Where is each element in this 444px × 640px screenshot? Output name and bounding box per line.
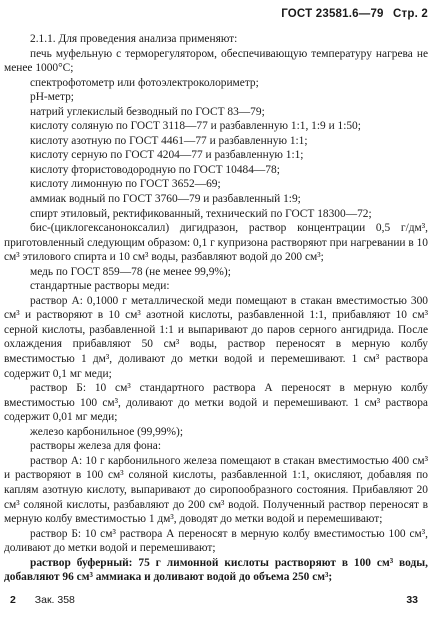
paragraph: кислоту азотную по ГОСТ 4461—77 и разбавленную 1:1;: [30, 134, 308, 147]
page-footer: [10, 594, 428, 610]
paragraph: аммиак водный по ГОСТ 3760—79 и разбавленный 1:9;: [30, 193, 301, 206]
paragraph: раствор Б: 10 см³ стандартного раствора А переносят в мерную колбу вместимостью 100 см³, доливают до метки водой и перемешивают. 1 см³ раствора содержит 0,01 мг меди;: [4, 382, 428, 424]
signature-mark: 2: [10, 594, 16, 606]
document-body: [4, 32, 428, 585]
paragraph: раствор А: 0,1000 г металлической меди помещают в стакан вместимостью 300 см³ и растворяют в 10 см³ азотной кислоты, разбавленной 1:1, прибавляют 10 см³ серной кислоты, разбавленной 1:1 и выпаривают до паров серного ангидрида. После охлаждения прибавляют 50 см³ воды, раствор переносят в мерную колбу вместимостью 1 дм³, доливают до метки водой и перемешивают. 1 см³ раствора содержит 0,1 мг меди;: [4, 294, 428, 380]
standard-number: ГОСТ 23581.6—79: [281, 8, 384, 20]
page-number: Стр. 2: [393, 8, 428, 20]
paragraph: кислоту соляную по ГОСТ 3118—77 и разбавленную 1:1, 1:9 и 1:50;: [30, 120, 361, 133]
paragraph: стандартные растворы меди:: [30, 280, 170, 293]
paragraph: спирт этиловый, ректификованный, технический по ГОСТ 18300—72;: [30, 207, 372, 220]
paragraph: медь по ГОСТ 859—78 (не менее 99,9%);: [30, 265, 231, 278]
paragraph: бис-(циклогексаноноксалил) дигидразон, раствор концентрации 0,5 г/дм³, приготовленный следующим образом: 0,1 г купризона растворяют при нагревании в 10 см³ этилового спирта и 10 см³ воды, разбавляют водой до 200 см³;: [4, 222, 428, 264]
paragraph: железо карбонильное (99,99%);: [30, 425, 184, 438]
paragraph: раствор Б: 10 см³ раствора А переносят в мерную колбу вместимостью 100 см³, доливают до метки водой и перемешивают;: [4, 527, 428, 555]
paragraph: кислоту фтористоводородную по ГОСТ 10484—78;: [30, 163, 280, 176]
page-header: [281, 8, 428, 20]
paragraph: раствор буферный: 75 г лимонной кислоты растворяют в 100 см³ воды, добавляют 96 см³ аммиака и доливают водой до объема 250 см³;: [4, 556, 428, 584]
paragraph: кислоту лимонную по ГОСТ 3652—69;: [30, 178, 221, 191]
paragraph: 2.1.1. Для проведения анализа применяют:: [30, 33, 238, 45]
paragraph: спектрофотометр или фотоэлектроколориметр;: [30, 76, 259, 89]
paragraph: кислоту серную по ГОСТ 4204—77 и разбавленную 1:1;: [30, 149, 304, 162]
order-number: Зак. 358: [34, 594, 75, 606]
print-page-number: 33: [406, 594, 418, 606]
paragraph: раствор А: 10 г карбонильного железа помещают в стакан вместимостью 400 см³ и растворяют в 100 см³ соляной кислоты, разбавленной 1:1, окисляют, добавляя по каплям азотную кислоту, выпаривают до сиропообразного состояния. Прибавляют 20 см³ соляной кислоты, разбавляют до 200 см³ водой. Полученный раствор переносят в мерную колбу вместимостью 1 дм³, доводят до метки водой и перемешивают;: [4, 454, 428, 526]
paragraph: натрий углекислый безводный по ГОСТ 83—79;: [30, 105, 265, 118]
paragraph: рН-метр;: [30, 91, 74, 104]
paragraph: печь муфельную с терморегулятором, обеспечивающую температуру нагрева не менее 1000°С;: [4, 47, 428, 75]
paragraph: растворы железа для фона:: [30, 440, 161, 453]
